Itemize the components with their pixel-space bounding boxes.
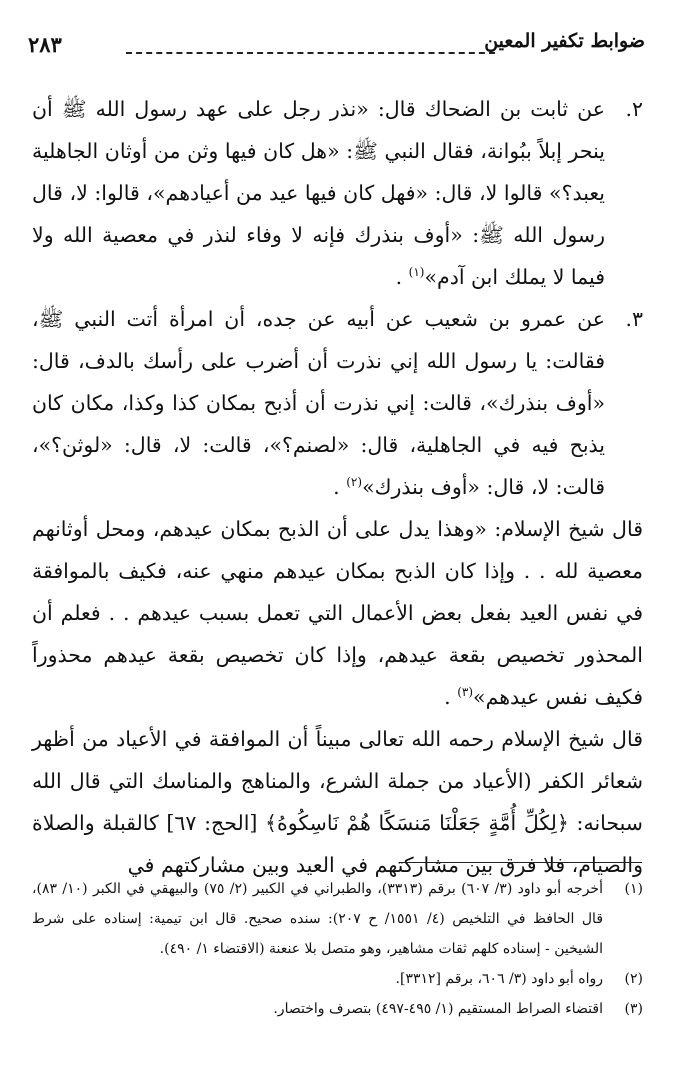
footnote bbox=[32, 874, 643, 964]
paragraph-text bbox=[32, 508, 643, 718]
main-text bbox=[32, 88, 643, 886]
paragraph-body: عن ثابت بن الضحاك قال: «نذر رجل على عهد رسول الله ﷺ أن ينحر إبلاً ببُوانة، فقال النبي ﷺ: «هل كان فيها وثن من أوثان الجاهلية يعبد؟» قالوا لا، قال: «فهل كان فيها عيد من أعيادهم»، قالوا: لا، قال رسول الله ﷺ: «أوف بنذرك فإنه لا وفاء لنذر في معصية الله ولا فيما لا يملك ابن آدم» bbox=[32, 97, 605, 289]
paragraph-text bbox=[32, 298, 605, 508]
paragraph bbox=[32, 718, 643, 886]
footnote-ref[interactable]: (٢) bbox=[346, 475, 363, 490]
running-title: ضوابط تكفير المعين bbox=[484, 30, 645, 52]
footnote-number: (٢) bbox=[624, 971, 643, 987]
footnote-text: رواه أبو داود (٣/ ٦٠٦، برقم [٣٣١٢]. bbox=[395, 971, 603, 987]
paragraph-end: . bbox=[395, 265, 403, 289]
page-header bbox=[28, 30, 645, 66]
header-dashed-rule bbox=[126, 52, 495, 54]
paragraph-body: قال شيخ الإسلام رحمه الله تعالى مبيناً أن الموافقة في الأعياد من أظهر شعائر الكفر (الأعياد من جملة الشرع، والمناهج والمناسك التي قال الله سبحانه: ﴿لِكُلِّ أُمَّةٍ جَعَلْنَا مَنسَكًا هُمْ نَاسِكُوهُ﴾ [الحج: ٦٧] كالقبلة والصلاة والصيام، فلا فرق بين مشاركتهم في العيد وبين مشاركتهم في bbox=[32, 727, 643, 877]
item-number: ٢. bbox=[625, 97, 643, 121]
footnote-text: اقتضاء الصراط المستقيم (١/ ٤٩٥-٤٩٧) بتصرف واختصار. bbox=[273, 1001, 603, 1017]
page-number: ٢٨٣ bbox=[28, 32, 62, 57]
footnote-separator bbox=[400, 862, 642, 863]
footnote-ref[interactable]: (٣) bbox=[457, 685, 474, 700]
paragraph-text bbox=[32, 718, 643, 886]
paragraph bbox=[32, 508, 643, 718]
footnote-ref[interactable]: (١) bbox=[408, 265, 425, 280]
paragraph-text bbox=[32, 88, 605, 298]
numbered-paragraph bbox=[32, 88, 643, 298]
paragraph-body: قال شيخ الإسلام: «وهذا يدل على أن الذبح بمكان عيدهم، ومحل أوثانهم معصية لله . . وإذا كان الذبح بمكان عيدهم منهي عنه، فكيف بالموافقة في نفس العيد بفعل بعض الأعمال التي تعمل بسبب عيدهم . . فعلم أن المحذور تخصيص بقعة عيدهم، وإذا كان تخصيص بقعة عيدهم محذوراً فكيف نفس عيدهم» bbox=[32, 517, 643, 709]
footnotes bbox=[32, 874, 643, 1024]
footnote bbox=[32, 994, 643, 1024]
paragraph-end: . bbox=[444, 685, 451, 709]
footnote-text: أخرجه أبو داود (٣/ ٦٠٧) برقم (٣٣١٣)، والطبراني في الكبير (٢/ ٧٥) والبيهقي في الكبر (١٠/ ٨٣)، قال الحافظ في التلخيص (٤/ ١٥٥١/ ح ٢٠٧): سنده صحيح. قال ابن تيمية: إسناده على شرط الشيخين - إسناده كلهم ثقات مشاهير، وهو متصل بلا عنعنة (الاقتضاء ١/ ٤٩٠). bbox=[32, 881, 604, 957]
numbered-paragraph bbox=[32, 298, 643, 508]
paragraph-body: عن عمرو بن شعيب عن أبيه عن جده، أن امرأة أتت النبي ﷺ، فقالت: يا رسول الله إني نذرت أن أضرب على رأسك بالدف، قال: «أوف بنذرك»، قالت: إني نذرت أن أذبح بمكان كذا وكذا، مكان كان يذبح فيه في الجاهلية، قال: «لصنم؟»، قالت: لا، قال: «لوثن؟»، قالت: لا، قال: «أوف بنذرك» bbox=[32, 307, 605, 499]
item-number: ٣. bbox=[625, 307, 643, 331]
footnote bbox=[32, 964, 643, 994]
footnote-number: (٣) bbox=[624, 1001, 643, 1017]
footnote-number: (١) bbox=[624, 881, 643, 897]
paragraph-end: . bbox=[333, 475, 340, 499]
